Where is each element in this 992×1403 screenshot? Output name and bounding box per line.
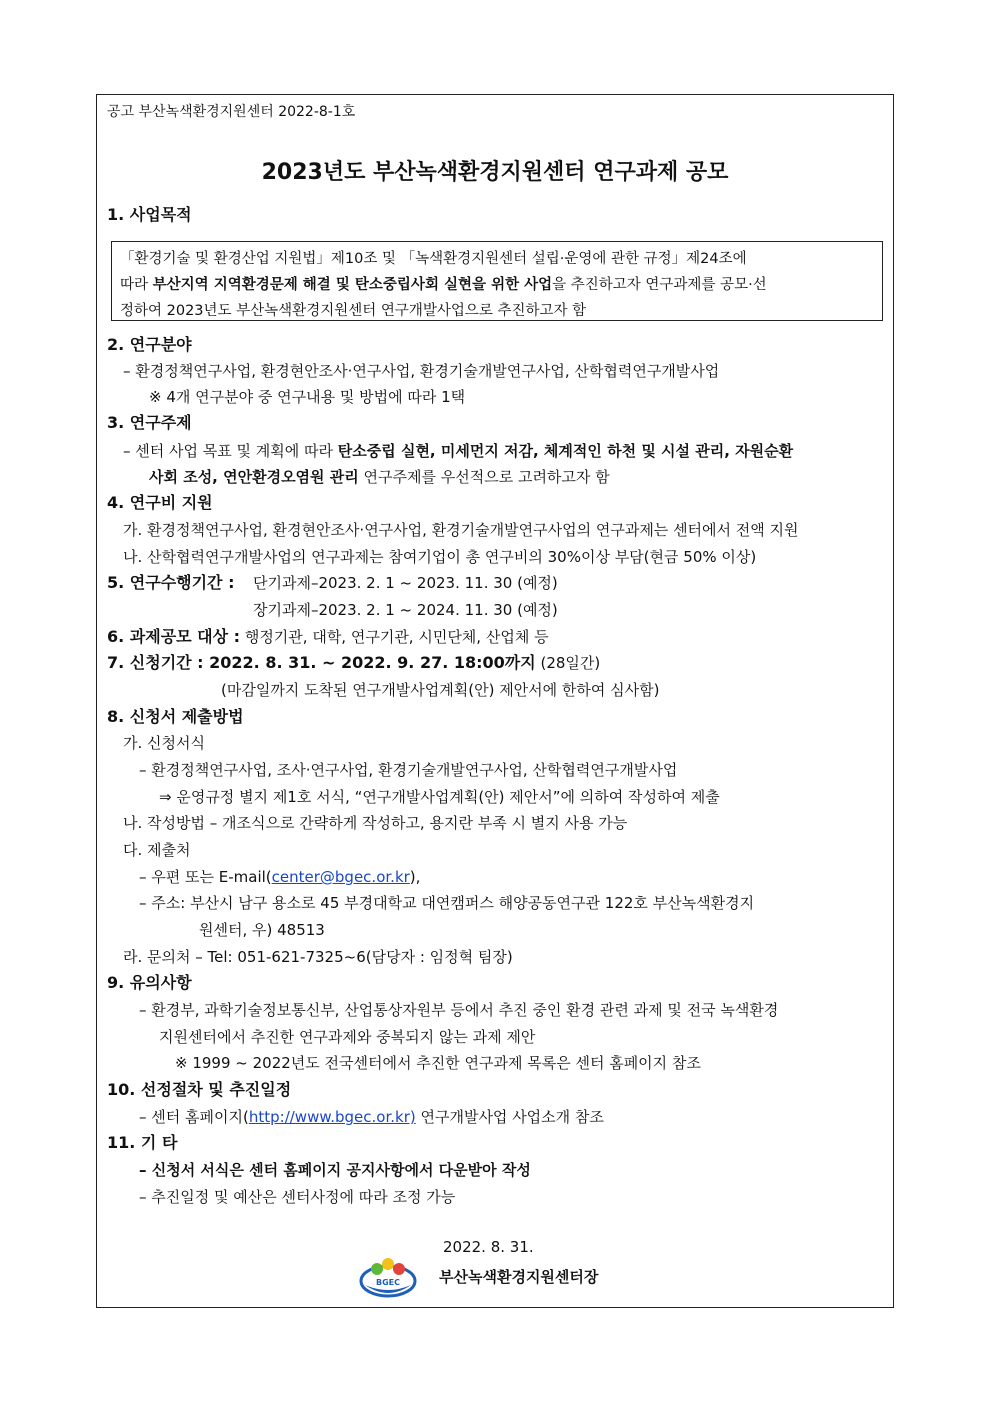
research-topic-line-2: [149, 467, 610, 487]
submission-address-cont: 원센터, 우) 48513: [199, 921, 325, 939]
application-note: (마감일까지 도착된 연구개발사업계획(안) 제안서에 한하여 심사함): [221, 681, 660, 699]
section-11-heading: 11. 기 타: [107, 1133, 178, 1152]
bgec-logo: [359, 1255, 417, 1299]
section-8-heading: 8. 신청서 제출방법: [107, 707, 244, 726]
notice-frame: [96, 94, 894, 1308]
purpose-line-1: 「환경기술 및 환경산업 지원법」제10조 및 「녹색환경지원센터 설립·운영에 관한 규정」제24조에: [120, 251, 747, 267]
research-fields: – 환경정책연구사업, 환경현안조사·연구사업, 환경기술개발연구사업, 산학협력연구개발사업: [123, 362, 720, 380]
topic-text: 연구주제를 우선적으로 고려하고자 함: [358, 468, 610, 486]
section-6: [107, 627, 549, 647]
page-title: 2023년도 부산녹색환경지원센터 연구과제 공모: [261, 160, 729, 185]
period-short: 단기과제–2023. 2. 1 ~ 2023. 11. 30 (예정): [253, 574, 558, 592]
research-fields-note: ※ 4개 연구분야 중 연구내용 및 방법에 따라 1택: [149, 388, 466, 406]
etc-line-1: – 신청서 서식은 센터 홈페이지 공지사항에서 다운받아 작성: [139, 1161, 531, 1179]
email-link[interactable]: center@bgec.or.kr: [271, 868, 410, 886]
section-4-heading: 4. 연구비 지원: [107, 493, 213, 512]
contact-info: 라. 문의처 – Tel: 051-621-7325~6(담당자 : 임정혁 팀장): [123, 948, 513, 966]
submission-email-text: ),: [409, 868, 421, 886]
submission-destination-label: 다. 제출처: [123, 841, 191, 859]
homepage-link[interactable]: http://www.bgec.or.kr): [248, 1108, 416, 1126]
caution-line-2: 지원센터에서 추진한 연구과제와 중복되지 않는 과제 제안: [159, 1028, 536, 1046]
signature: 부산녹색환경지원센터장: [439, 1268, 599, 1286]
funding-line-1: 가. 환경정책연구사업, 환경현안조사·연구사업, 환경기술개발연구사업의 연구과제는 센터에서 전액 지원: [123, 521, 799, 539]
homepage-line: [139, 1107, 604, 1127]
purpose-text: 을 추진하고자 연구과제를 공모·선: [552, 277, 767, 293]
section-6-heading: 6. 과제공모 대상 :: [107, 627, 241, 646]
logo-text: BGEC: [376, 1278, 400, 1287]
writing-method: 나. 작성방법 – 개조식으로 간략하게 작성하고, 용지란 부족 시 별지 사용 가능: [123, 814, 628, 832]
topic-emphasis: 탄소중립 실현, 미세먼지 저감, 체계적인 하천 및 시설 관리, 자원순환: [337, 442, 794, 460]
purpose-line-2: [120, 272, 874, 298]
funding-line-2: 나. 산학협력연구개발사업의 연구과제는 참여기업이 총 연구비의 30%이상 부담(현금 50% 이상): [123, 548, 757, 566]
notice-date: 2022. 8. 31.: [443, 1238, 534, 1256]
application-days: (28일간): [535, 654, 601, 672]
etc-line-2: – 추진일정 및 예산은 센터사정에 따라 조정 가능: [139, 1188, 456, 1206]
submission-form-spec: ⇒ 운영규정 별지 제1호 서식, “연구개발사업계획(안) 제안서”에 의하여 작성하여 제출: [159, 788, 720, 806]
submission-email-line: [139, 867, 420, 887]
homepage-text: – 센터 홈페이지(: [139, 1108, 249, 1126]
research-topic-line-1: [123, 441, 793, 461]
purpose-text: 따라: [120, 277, 153, 293]
section-10-heading: 10. 선정절차 및 추진일정: [107, 1080, 292, 1099]
notice-number: 공고 부산녹색환경지원센터 2022-8-1호: [107, 104, 356, 120]
topic-emphasis: 사회 조성, 연안환경오염원 관리: [149, 468, 359, 486]
section-2-heading: 2. 연구분야: [107, 335, 192, 354]
caution-note: ※ 1999 ~ 2022년도 전국센터에서 추진한 연구과제 목록은 센터 홈페이지 참조: [175, 1054, 701, 1072]
caution-line-1: – 환경부, 과학기술정보통신부, 산업통상자원부 등에서 추진 중인 환경 관련 과제 및 전국 녹색환경: [139, 1001, 779, 1019]
section-5-heading: 5. 연구수행기간 :: [107, 573, 235, 592]
section-1-heading: 1. 사업목적: [107, 205, 192, 224]
eligible-applicants: 행정기관, 대학, 연구기관, 시민단체, 산업체 등: [240, 628, 549, 646]
section-9-heading: 9. 유의사항: [107, 973, 192, 992]
section-3-heading: 3. 연구주제: [107, 413, 192, 432]
submission-form-label: 가. 신청서식: [123, 734, 205, 752]
submission-address: – 주소: 부산시 남구 용소로 45 부경대학교 대연캠퍼스 해양공동연구관 122호 부산녹색환경지: [139, 894, 755, 912]
submission-form-fields: – 환경정책연구사업, 조사·연구사업, 환경기술개발연구사업, 산학협력연구개발사업: [139, 761, 678, 779]
homepage-text: 연구개발사업 사업소개 참조: [415, 1108, 604, 1126]
period-long: 장기과제–2023. 2. 1 ~ 2024. 11. 30 (예정): [253, 601, 558, 619]
section-7-heading: 7. 신청기간 : 2022. 8. 31. ~ 2022. 9. 27. 18:00까지: [107, 653, 536, 672]
purpose-box: [111, 241, 883, 321]
purpose-line-3: 정하여 2023년도 부산녹색환경지원센터 연구개발사업으로 추진하고자 함: [120, 303, 587, 319]
topic-text: – 센터 사업 목표 및 계획에 따라: [123, 442, 338, 460]
purpose-emphasis: 부산지역 지역환경문제 해결 및 탄소중립사회 실현을 위한 사업: [152, 277, 553, 293]
submission-email-text: – 우편 또는 E-mail(: [139, 868, 272, 886]
section-7: [107, 653, 600, 673]
